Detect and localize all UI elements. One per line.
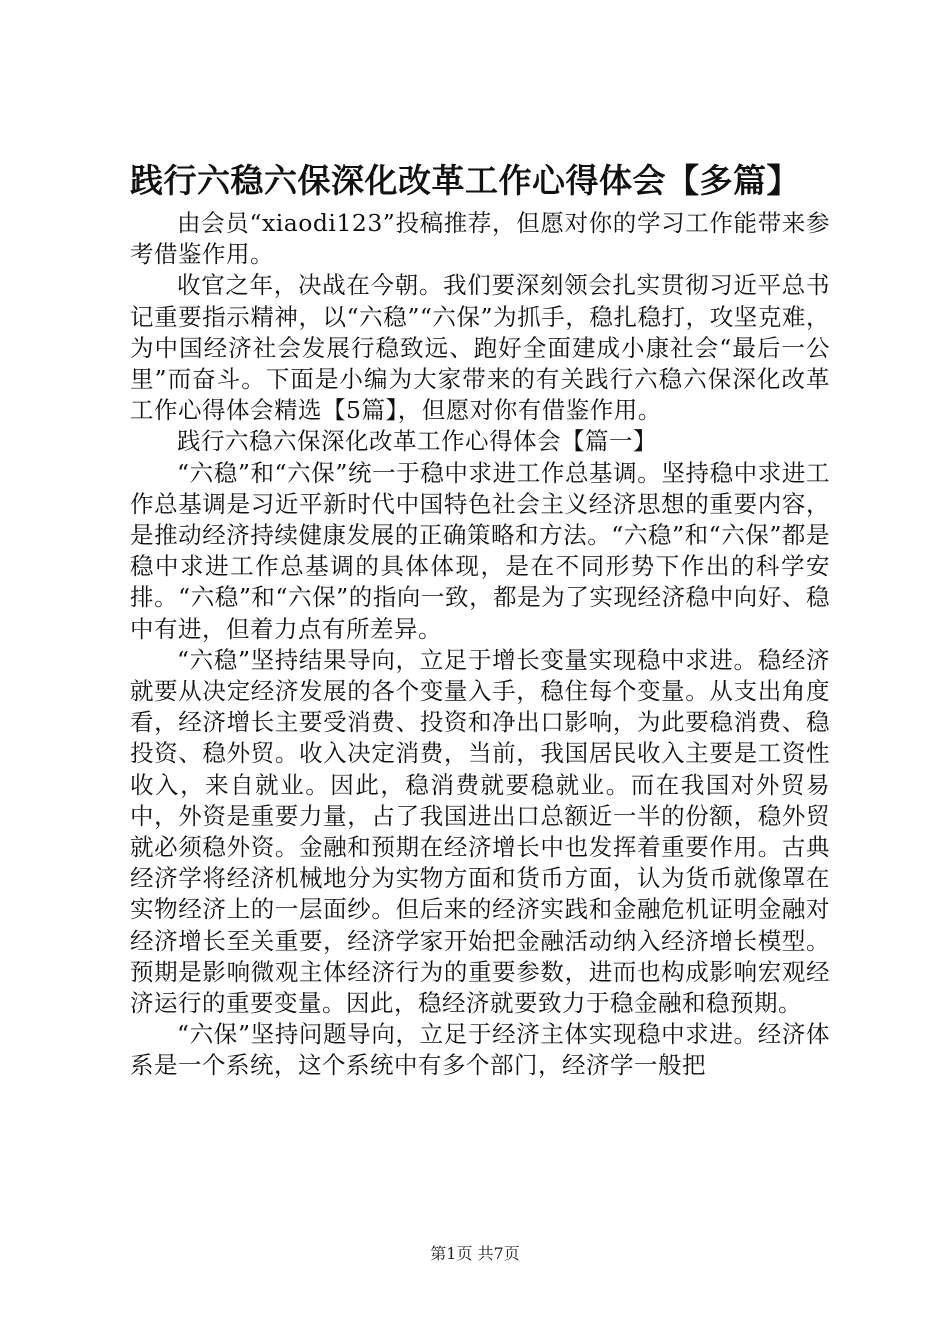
document-page — [130, 158, 830, 1082]
body-paragraph: “六稳”坚持结果导向，立足于增长变量实现稳中求进。稳经济就要从决定经济发展的各个变量入手，稳住每个变量。从支出角度看，经济增长主要受消费、投资和净出口影响，为此要稳消费、稳投资、稳外贸。收入决定消费，当前，我国居民收入主要是工资性收入，来自就业。因此，稳消费就要稳就业。而在我国对外贸易中，外资是重要力量，占了我国进出口总额近一半的份额，稳外贸就必须稳外资。金融和预期在经济增长中也发挥着重要作用。古典经济学将经济机械地分为实物方面和货币方面，认为货币就像罩在实物经济上的一层面纱。但后来的经济实践和金融危机证明金融对经济增长至关重要，经济学家开始把金融活动纳入经济增长模型。预期是影响微观主体经济行为的重要参数，进而也构成影响宏观经济运行的重要变量。因此，稳经济就要致力于稳金融和稳预期。 — [130, 645, 830, 1018]
intro-paragraph: 收官之年，决战在今朝。我们要深刻领会扎实贯彻习近平总书记重要指示精神，以“六稳”“六保”为抓手，稳扎稳打，攻坚克难，为中国经济社会发展行稳致远、跑好全面建成小康社会“最后一公里”而奋斗。下面是小编为大家带来的有关践行六稳六保深化改革工作心得体会精选【5篇】，但愿对你有借鉴作用。 — [130, 271, 830, 425]
intro-paragraph: 由会员“xiaodi123”投稿推荐，但愿对你的学习工作能带来参考借鉴作用。 — [130, 209, 830, 269]
body-paragraph: “六稳”和“六保”统一于稳中求进工作总基调。坚持稳中求进工作总基调是习近平新时代中国特色社会主义经济思想的重要内容，是推动经济持续健康发展的正确策略和方法。“六稳”和“六保”都是稳中求进工作总基调的具体体现，是在不同形势下作出的科学安排。“六稳”和“六保”的指向一致，都是为了实现经济稳中向好、稳中有进，但着力点有所差异。 — [130, 458, 830, 643]
document-title: 践行六稳六保深化改革工作心得体会【多篇】 — [130, 161, 800, 200]
body-paragraph: “六保”坚持问题导向，立足于经济主体实现稳中求进。经济体系是一个系统，这个系统中有多个部门，经济学一般把 — [130, 1020, 830, 1080]
section-heading: 践行六稳六保深化改革工作心得体会【篇一】 — [177, 427, 657, 456]
page-footer: 第1页 共7页 — [430, 1244, 520, 1263]
